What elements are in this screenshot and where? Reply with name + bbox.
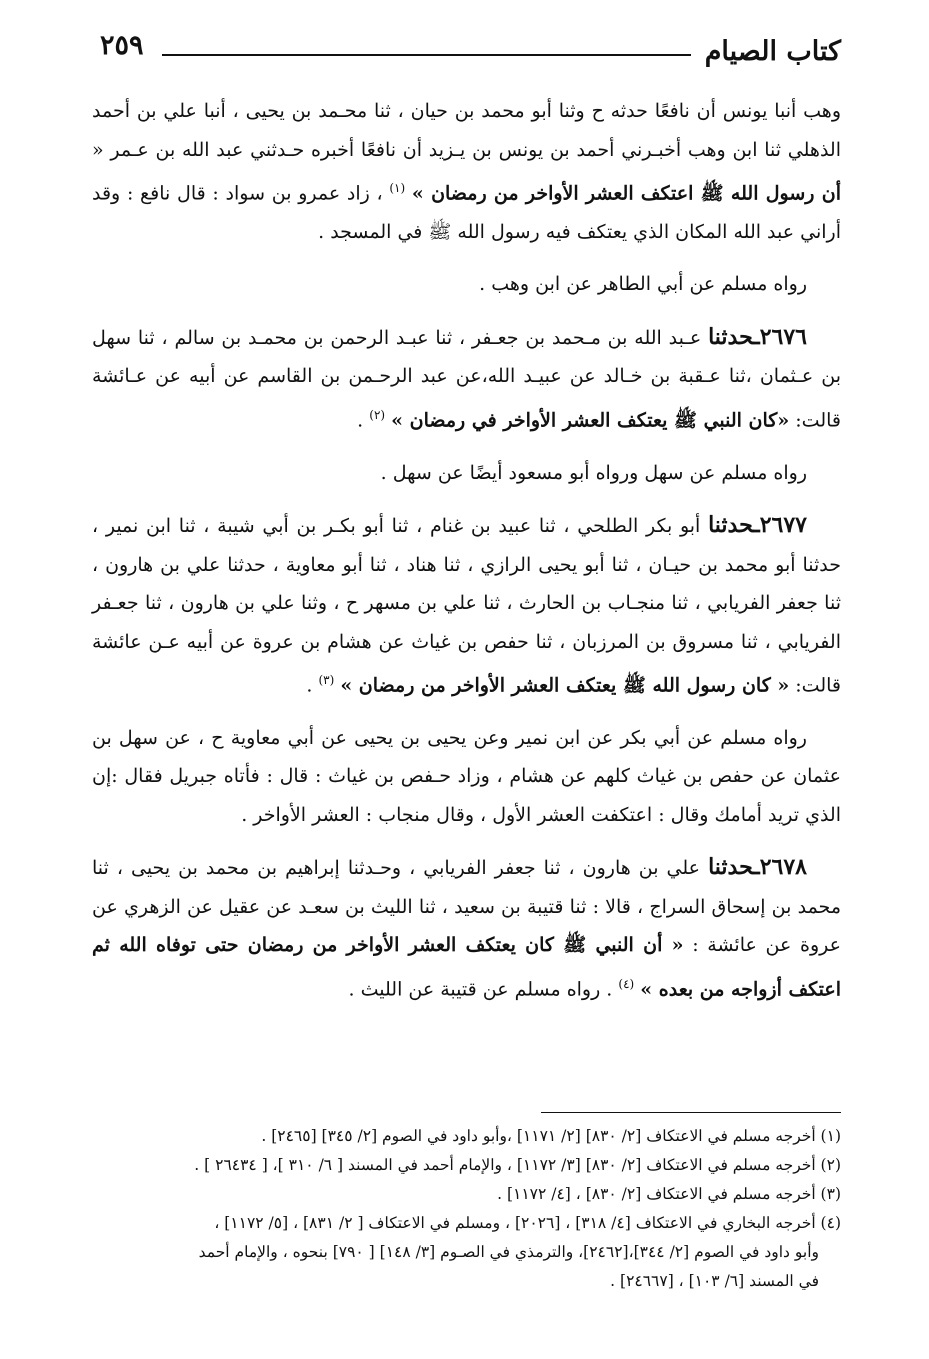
running-title: كتاب الصيام — [704, 36, 841, 67]
period: . — [306, 674, 313, 697]
header-rule — [162, 54, 691, 56]
isnad-text: أبو بكر الطلحي ، ثنا عبيد بن غنام ، ثنا أبو بكـر بن أبي شيبة ، ثنا ابن نمير ، حدثنا أبو محمد بن حيـان ، ثنا أبو يحيى الرازي ، ثنا هناد ، ثنا أبو معاوية ، حدثنا علي بن هارون ، ثنا جعفر الفريابي ، ثنا منجـاب بن الحارث ، ثنا علي بن مسهر ح ، وثنا علي بن هارون ، ثنا جعـفر الفريابي ، ثنا مسروق بن المرزبان ، ثنا حفص بن غياث عن هشام بن عروة عن أبيه عـن عائشة قالت: — [92, 515, 841, 697]
footnote-ref: (٣) — [318, 673, 335, 688]
footnote-2: (٢) أخرجه مسلم في الاعتكاف [٢/ ٨٣٠] [٣/ ١١٧٢] ، والإمام أحمد في المسند [ ٦/ ٣١٠ ]، [ ٢٦٤٣٤ ] . — [194, 1156, 841, 1174]
haddatha-word: ـحدثنا — [708, 323, 760, 350]
haddatha-word: ـحدثنا — [708, 854, 760, 881]
page-number: ٢٥٩ — [100, 30, 144, 61]
footnote-ref: (١) — [389, 181, 406, 195]
main-text — [92, 92, 841, 1009]
matn-text: أن رسول الله ﷺ اعتكف العشر الأواخر من رمضان » — [411, 182, 841, 205]
footnote-4-continued: وأبو داود في الصوم [٢/ ٣٤٤]،[٢٤٦٢]، والترمذي في الصـوم [٣/ ١٤٨] [ ٧٩٠] بنحوه ، والإمام أحمد — [198, 1243, 819, 1261]
hadith-2677 — [92, 506, 841, 705]
hadith-number: ٢٦٧٧ — [759, 512, 807, 539]
footnote-4-continued: في المسند [٦/ ١٠٣] ، [٢٤٦٦٧] . — [610, 1272, 819, 1290]
hadith-number: ٢٦٧٦ — [759, 323, 807, 350]
isnad-text: علي بن هارون ، ثنا جعفر الفريابي ، وحـدثنا إبراهيم بن محمد بن يحيى ، ثنا محمد بن إسحاق السراج ، قالا : ثنا قتيبة بن سعيد ، ثنا الليث بن سعـد عن عقيل عن الزهري عن عروة عن عائشة : — [92, 857, 841, 957]
hadith-number: ٢٦٧٨ — [759, 854, 807, 881]
matn-text: « كان رسول الله ﷺ يعتكف العشر الأواخر من رمضان » — [340, 674, 790, 697]
isnad-text: وهب أنبا يونس أن نافعًا حدثه ح وثنا أبو محمد بن حيان ، ثنا محـمد بن يحيى ، أنبا علي بن أحمد الذهلي ثنا ابن وهب أخبـرني أحمد بن يونس بن يـزيد أن نافعًا أخبره حـدثني عبد الله بن عـمر « — [92, 100, 841, 161]
takhrij-tail: . رواه مسلم عن قتيبة عن الليث . — [348, 978, 613, 1001]
takhrij-paragraph: رواه مسلم عن أبي بكر عن ابن نمير وعن يحيى بن يحيى عن أبي معاوية ح ، عن سهل بن عثمان عن حفص بن غياث كلهم عن هشام ، وزاد حـفص بن غياث : قال : فأتاه جبريل فقال :إن الذي تريد أمامك وقال : اعتكفت العشر الأول ، وقال منجاب : العشر الأواخر . — [92, 726, 841, 826]
footnote-4: (٤) أخرجه البخاري في الاعتكاف [٤/ ٣١٨] ، [٢٠٢٦] ، ومسلم في الاعتكاف [ ٢/ ٨٣١] ، [٥/ ١١٧٢] ، — [214, 1214, 841, 1232]
isnad-text: عـبد الله بن مـحمد بن جعـفر ، ثنا عبـد الرحمن بن محمـد بن سالم ، ثنا سهل بن عـثمان ،ثنا عـقبة بن خـالد عن عبيـد الله،عن عبد الرحـمن بن القاسم عن أبيه عن عـائشة قالت: — [92, 326, 841, 432]
hadith-2678 — [92, 848, 841, 1008]
matn-text: «كان النبي ﷺ يعتكف العشر الأواخر في رمضان » — [391, 409, 790, 432]
footnotes — [90, 1122, 841, 1296]
footnote-3: (٣) أخرجه مسلم في الاعتكاف [٢/ ٨٣٠] ، [٤/ ١١٧٢] . — [497, 1185, 841, 1203]
haddatha-word: ـحدثنا — [708, 512, 760, 539]
takhrij-paragraph: رواه مسلم عن أبي الطاهر عن ابن وهب . — [479, 273, 807, 296]
period: . — [357, 409, 364, 432]
paragraph-continuation — [92, 92, 841, 251]
footnote-ref: (٤) — [618, 976, 635, 991]
footnote-1: (١) أخرجه مسلم في الاعتكاف [٢/ ٨٣٠] [٢/ ١١٧١] ،وأبو داود في الصوم [٢/ ٣٤٥] [٢٤٦٥] . — [261, 1127, 841, 1145]
matn-text: « أن النبي ﷺ كان يعتكف العشر الأواخر من رمضان حتى توفاه الله ثم اعتكف أزواجه من بعده » — [92, 934, 841, 1001]
page-header — [100, 30, 841, 70]
takhrij-paragraph: رواه مسلم عن سهل ورواه أبو مسعود أيضًا عن سهل . — [380, 461, 807, 484]
hadith-2676 — [92, 318, 841, 440]
footnote-separator — [541, 1112, 841, 1113]
footnote-ref: (٢) — [369, 407, 386, 422]
isnad-tail: ، زاد عمرو بن سواد : قال نافع : وقد أراني عبد الله المكان الذي يعتكف فيه رسول الله ﷺ في المسجد . — [92, 182, 841, 243]
